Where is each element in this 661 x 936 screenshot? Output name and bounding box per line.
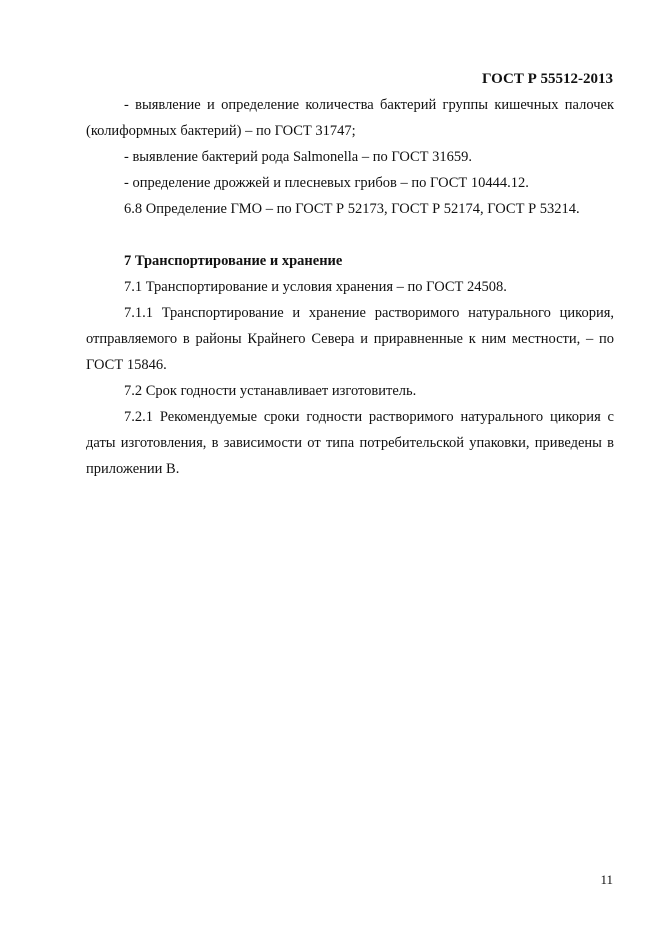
clause-7-2: 7.2 Срок годности устанавливает изготовитель.	[124, 383, 417, 399]
document-code-header: ГОСТ Р 55512-2013	[481, 71, 613, 87]
page-body	[86, 92, 614, 482]
clause-7-1-1: 7.1.1 Транспортирование и хранение растворимого натурального цикория, отправляемого в районы Крайнего Севера и приравненные к ним местности, – по ГОСТ 15846.	[86, 305, 614, 373]
list-item-salmonella: - выявление бактерий рода Salmonella – по ГОСТ 31659.	[124, 149, 473, 165]
clause-6-8: 6.8 Определение ГМО – по ГОСТ Р 52173, ГОСТ Р 52174, ГОСТ Р 53214.	[124, 201, 580, 217]
section-title: 7 Транспортирование и хранение	[124, 253, 343, 269]
clause-7-2-1: 7.2.1 Рекомендуемые сроки годности растворимого натурального цикория с даты изготовления, в зависимости от типа потребительской упаковки, приведены в приложении В.	[86, 409, 614, 477]
page-number: 11	[600, 872, 613, 887]
clause-7-1: 7.1 Транспортирование и условия хранения – по ГОСТ 24508.	[124, 279, 507, 295]
list-item-yeast-mold: - определение дрожжей и плесневых грибов – по ГОСТ 10444.12.	[124, 175, 529, 191]
list-item-coliform: - выявление и определение количества бактерий группы кишечных палочек (колиформных бактерий) – по ГОСТ 31747;	[86, 97, 614, 139]
